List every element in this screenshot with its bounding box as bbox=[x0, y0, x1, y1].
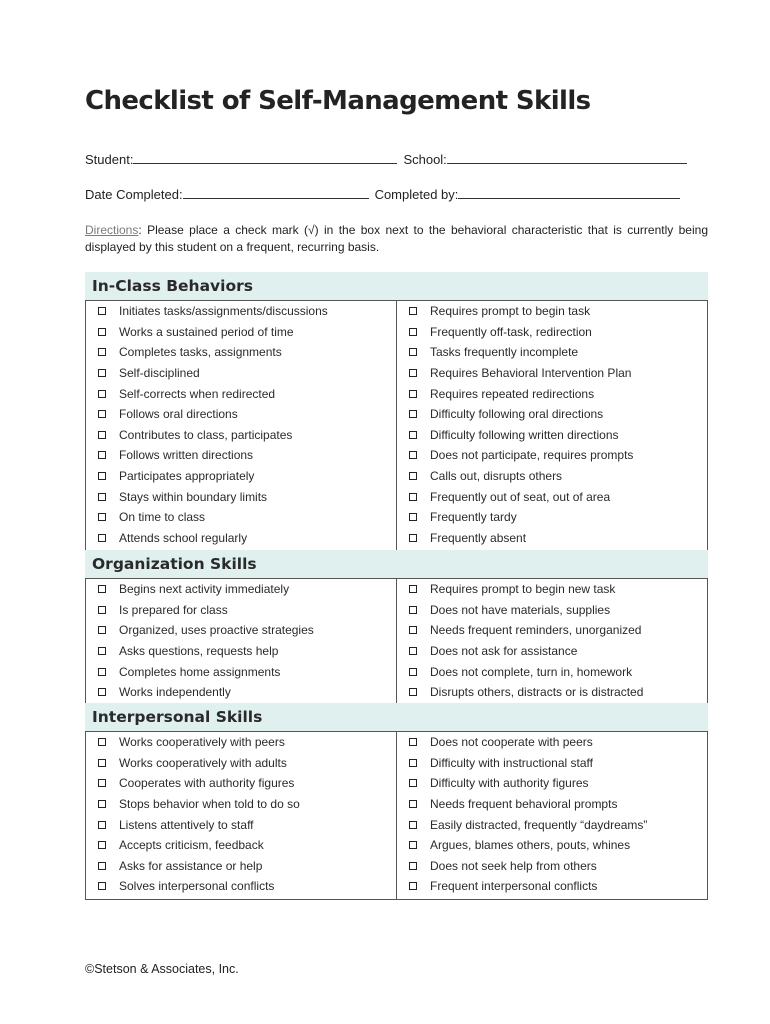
checklist-item bbox=[397, 620, 707, 641]
checklist-item-label: Frequently out of seat, out of area bbox=[430, 489, 611, 504]
student-field[interactable] bbox=[133, 151, 397, 164]
checklist-item bbox=[86, 363, 396, 384]
checkbox[interactable] bbox=[98, 451, 106, 459]
checklist-item-label: Difficulty with instructional staff bbox=[430, 755, 593, 770]
checklist-item bbox=[397, 404, 707, 425]
checklist-item bbox=[86, 641, 396, 662]
checklist-item-label: Works independently bbox=[119, 685, 231, 700]
checklist-item bbox=[86, 466, 396, 487]
checklist-item bbox=[397, 507, 707, 528]
date-completedby-line bbox=[85, 186, 710, 202]
checkbox[interactable] bbox=[98, 348, 106, 356]
checklist-item-label: Attends school regularly bbox=[119, 530, 248, 545]
date-completed-label: Date Completed: bbox=[85, 187, 183, 202]
checklist-item-label: Works cooperatively with peers bbox=[119, 735, 285, 750]
directions-text: : Please place a check mark (√) in the box next to the behavioral characteristic that is currently being displayed by this student on a frequent, recurring basis. bbox=[85, 223, 708, 254]
checklist-item-label: Requires Behavioral Intervention Plan bbox=[430, 366, 632, 381]
checklist-item-label: Frequently absent bbox=[430, 530, 527, 545]
checkbox[interactable] bbox=[409, 688, 417, 696]
checklist-item bbox=[86, 753, 396, 774]
checklist-item-label: Does not complete, turn in, homework bbox=[430, 664, 633, 679]
checklist-item bbox=[86, 835, 396, 856]
date-completed-field[interactable] bbox=[183, 186, 369, 199]
page-title: Checklist of Self-Management Skills bbox=[85, 86, 591, 116]
checkbox[interactable] bbox=[409, 472, 417, 480]
checklist-item bbox=[397, 466, 707, 487]
checkbox[interactable] bbox=[98, 821, 106, 829]
checklist-item-label: Requires prompt to begin new task bbox=[430, 582, 616, 597]
checkbox[interactable] bbox=[98, 472, 106, 480]
checklist-item bbox=[397, 528, 707, 549]
checklist-table bbox=[85, 578, 708, 706]
positive-column bbox=[86, 732, 397, 899]
checklist-item bbox=[86, 794, 396, 815]
checklist-item bbox=[397, 835, 707, 856]
checklist-item-label: On time to class bbox=[119, 510, 206, 525]
checklist-item bbox=[86, 528, 396, 549]
checkbox[interactable] bbox=[98, 647, 106, 655]
checkbox[interactable] bbox=[98, 841, 106, 849]
checklist-item bbox=[397, 794, 707, 815]
checkbox[interactable] bbox=[409, 390, 417, 398]
section-title: In-Class Behaviors bbox=[85, 272, 708, 300]
checklist-item bbox=[86, 579, 396, 600]
checklist-item-label: Needs frequent reminders, unorganized bbox=[430, 623, 642, 638]
completed-by-label: Completed by: bbox=[374, 187, 459, 202]
checkbox[interactable] bbox=[409, 668, 417, 676]
checklist-item bbox=[86, 620, 396, 641]
concern-column bbox=[397, 301, 707, 550]
checklist-item-label: Participates appropriately bbox=[119, 469, 255, 484]
checklist-item-label: Needs frequent behavioral prompts bbox=[430, 797, 618, 812]
checklist-item bbox=[397, 600, 707, 621]
section-title: Organization Skills bbox=[85, 550, 708, 578]
checklist-item bbox=[86, 876, 396, 897]
checklist-item-label: Frequent interpersonal conflicts bbox=[430, 879, 598, 894]
checklist-item-label: Difficulty with authority figures bbox=[430, 776, 589, 791]
checkbox[interactable] bbox=[98, 410, 106, 418]
positive-column bbox=[86, 579, 397, 705]
checklist-item-label: Solves interpersonal conflicts bbox=[119, 879, 275, 894]
checklist-item-label: Completes tasks, assignments bbox=[119, 345, 282, 360]
checkbox[interactable] bbox=[98, 738, 106, 746]
checkbox[interactable] bbox=[98, 626, 106, 634]
checkbox[interactable] bbox=[409, 821, 417, 829]
checkbox[interactable] bbox=[409, 534, 417, 542]
checklist-item-label: Asks for assistance or help bbox=[119, 858, 263, 873]
checkbox[interactable] bbox=[409, 647, 417, 655]
checklist-item bbox=[86, 425, 396, 446]
checkbox[interactable] bbox=[98, 800, 106, 808]
checklist-item-label: Difficulty following oral directions bbox=[430, 407, 604, 422]
section-interpersonal-skills bbox=[85, 703, 708, 900]
checkbox[interactable] bbox=[409, 606, 417, 614]
checklist-item bbox=[397, 773, 707, 794]
checklist-item bbox=[86, 322, 396, 343]
checkbox[interactable] bbox=[409, 369, 417, 377]
checklist-item bbox=[397, 876, 707, 897]
checklist-item bbox=[86, 814, 396, 835]
checklist-item bbox=[397, 383, 707, 404]
checklist-item-label: Does not participate, requires prompts bbox=[430, 448, 634, 463]
checkbox[interactable] bbox=[409, 779, 417, 787]
checkbox[interactable] bbox=[98, 369, 106, 377]
checklist-item bbox=[397, 814, 707, 835]
checklist-item bbox=[86, 682, 396, 703]
checkbox[interactable] bbox=[409, 738, 417, 746]
checklist-item bbox=[397, 342, 707, 363]
concern-column bbox=[397, 579, 707, 705]
checkbox[interactable] bbox=[409, 862, 417, 870]
checklist-item-label: Accepts criticism, feedback bbox=[119, 838, 264, 853]
concern-column bbox=[397, 732, 707, 899]
checklist-item-label: Does not cooperate with peers bbox=[430, 735, 593, 750]
completed-by-field[interactable] bbox=[458, 186, 680, 199]
checklist-item-label: Initiates tasks/assignments/discussions bbox=[119, 304, 328, 319]
checklist-item bbox=[397, 301, 707, 322]
checklist-item-label: Completes home assignments bbox=[119, 664, 281, 679]
checklist-item bbox=[397, 641, 707, 662]
checklist-item bbox=[86, 383, 396, 404]
checkbox[interactable] bbox=[409, 328, 417, 336]
checklist-item bbox=[397, 682, 707, 703]
checklist-item bbox=[86, 342, 396, 363]
checkbox[interactable] bbox=[98, 606, 106, 614]
section-title: Interpersonal Skills bbox=[85, 703, 708, 731]
checkbox[interactable] bbox=[409, 348, 417, 356]
checklist-item-label: Listens attentively to staff bbox=[119, 817, 254, 832]
school-field[interactable] bbox=[447, 151, 687, 164]
checklist-item bbox=[86, 856, 396, 877]
directions bbox=[85, 222, 708, 256]
checklist-item-label: Frequently tardy bbox=[430, 510, 517, 525]
checklist-item bbox=[86, 445, 396, 466]
checkbox[interactable] bbox=[98, 585, 106, 593]
checkbox[interactable] bbox=[98, 688, 106, 696]
checklist-item-label: Works a sustained period of time bbox=[119, 324, 294, 339]
checkbox[interactable] bbox=[409, 410, 417, 418]
checklist-item-label: Contributes to class, participates bbox=[119, 427, 293, 442]
positive-column bbox=[86, 301, 397, 550]
checkbox[interactable] bbox=[98, 307, 106, 315]
copyright-footer: ©Stetson & Associates, Inc. bbox=[85, 962, 239, 976]
checklist-item bbox=[86, 507, 396, 528]
checklist-item bbox=[397, 322, 707, 343]
checklist-item bbox=[86, 661, 396, 682]
checkbox[interactable] bbox=[98, 493, 106, 501]
checklist-item-label: Difficulty following written directions bbox=[430, 427, 619, 442]
checklist-item-label: Tasks frequently incomplete bbox=[430, 345, 579, 360]
checklist-item bbox=[86, 732, 396, 753]
checkbox[interactable] bbox=[409, 585, 417, 593]
checklist-item-label: Follows written directions bbox=[119, 448, 254, 463]
checklist-item bbox=[397, 579, 707, 600]
checklist-item bbox=[86, 600, 396, 621]
checklist-item bbox=[397, 753, 707, 774]
checkbox[interactable] bbox=[98, 328, 106, 336]
checklist-item bbox=[397, 363, 707, 384]
section-organization-skills bbox=[85, 550, 708, 706]
checkbox[interactable] bbox=[409, 513, 417, 521]
school-label: School: bbox=[403, 152, 447, 167]
checkbox[interactable] bbox=[98, 862, 106, 870]
checklist-item-label: Calls out, disrupts others bbox=[430, 469, 563, 484]
checkbox[interactable] bbox=[409, 626, 417, 634]
checkbox[interactable] bbox=[98, 759, 106, 767]
directions-label: Directions bbox=[85, 223, 139, 237]
checklist-item-label: Organized, uses proactive strategies bbox=[119, 623, 314, 638]
checklist-item-label: Begins next activity immediately bbox=[119, 582, 290, 597]
checklist-table bbox=[85, 731, 708, 900]
checklist-item bbox=[397, 732, 707, 753]
checklist-item bbox=[397, 856, 707, 877]
checklist-item-label: Does not have materials, supplies bbox=[430, 602, 611, 617]
checklist-item-label: Does not ask for assistance bbox=[430, 644, 578, 659]
checkbox[interactable] bbox=[98, 882, 106, 890]
checklist-item-label: Requires prompt to begin task bbox=[430, 304, 591, 319]
checkbox[interactable] bbox=[98, 390, 106, 398]
checkbox[interactable] bbox=[98, 534, 106, 542]
checklist-item bbox=[397, 661, 707, 682]
checklist-item bbox=[397, 486, 707, 507]
checkbox[interactable] bbox=[98, 668, 106, 676]
checkbox[interactable] bbox=[409, 493, 417, 501]
checklist-item bbox=[86, 404, 396, 425]
checklist-item bbox=[397, 445, 707, 466]
checklist-item-label: Does not seek help from others bbox=[430, 858, 597, 873]
checkbox[interactable] bbox=[98, 431, 106, 439]
checklist-item bbox=[86, 486, 396, 507]
checklist-item bbox=[397, 425, 707, 446]
checklist-item-label: Stops behavior when told to do so bbox=[119, 797, 300, 812]
checklist-item-label: Asks questions, requests help bbox=[119, 644, 279, 659]
checklist-item-label: Disrupts others, distracts or is distracted bbox=[430, 685, 644, 700]
checklist-item-label: Argues, blames others, pouts, whines bbox=[430, 838, 631, 853]
checklist-item-label: Self-corrects when redirected bbox=[119, 386, 276, 401]
checklist-item-label: Stays within boundary limits bbox=[119, 489, 268, 504]
checkbox[interactable] bbox=[409, 759, 417, 767]
checklist-item-label: Is prepared for class bbox=[119, 602, 228, 617]
checklist-item bbox=[86, 301, 396, 322]
checklist-item-label: Requires repeated redirections bbox=[430, 386, 595, 401]
checklist-item-label: Cooperates with authority figures bbox=[119, 776, 295, 791]
checkbox[interactable] bbox=[409, 431, 417, 439]
checkbox[interactable] bbox=[409, 841, 417, 849]
checklist-item-label: Self-disciplined bbox=[119, 366, 200, 381]
checklist-item-label: Easily distracted, frequently “daydreams” bbox=[430, 817, 648, 832]
checkbox[interactable] bbox=[409, 307, 417, 315]
checklist-item-label: Frequently off-task, redirection bbox=[430, 324, 592, 339]
checklist-item bbox=[86, 773, 396, 794]
student-label: Student: bbox=[85, 152, 134, 167]
section-in-class-behaviors bbox=[85, 272, 708, 551]
checklist-item-label: Works cooperatively with adults bbox=[119, 755, 287, 770]
checkbox[interactable] bbox=[409, 882, 417, 890]
checklist-table bbox=[85, 300, 708, 551]
checkbox[interactable] bbox=[409, 451, 417, 459]
checkbox[interactable] bbox=[98, 779, 106, 787]
student-school-line bbox=[85, 151, 710, 167]
checklist-item-label: Follows oral directions bbox=[119, 407, 238, 422]
checkbox[interactable] bbox=[98, 513, 106, 521]
checkbox[interactable] bbox=[409, 800, 417, 808]
